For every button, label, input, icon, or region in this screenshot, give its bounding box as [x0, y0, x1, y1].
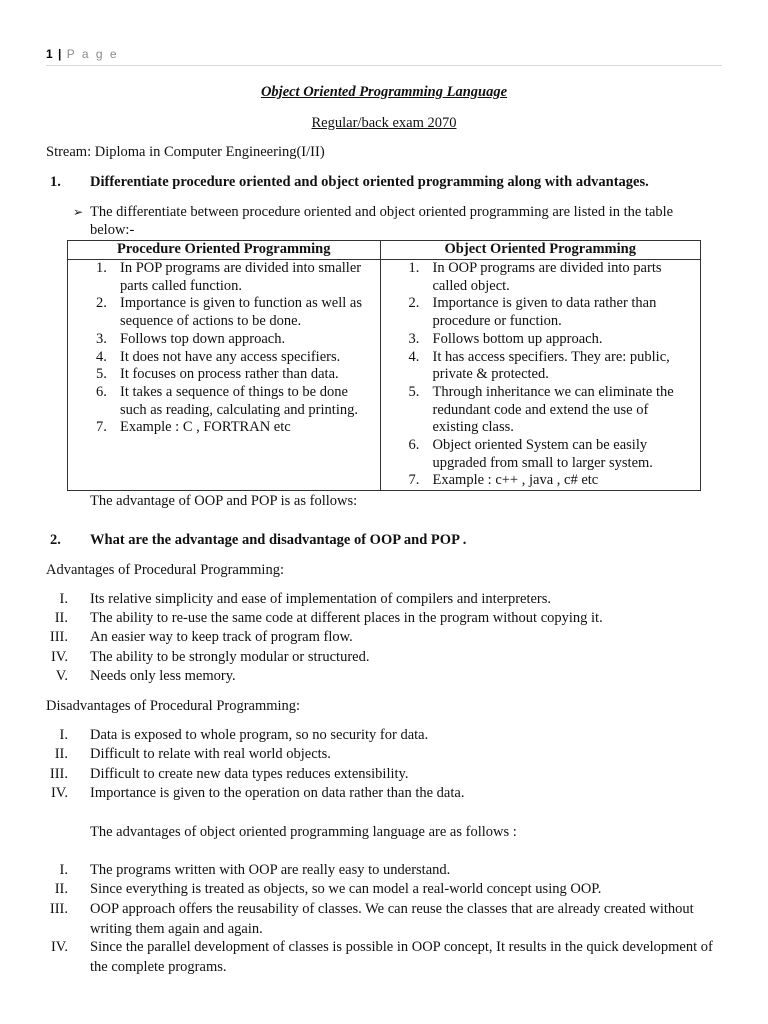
pop-item — [68, 349, 376, 367]
oop-item — [381, 472, 697, 490]
page-header — [46, 47, 119, 61]
adv-pop-item-number: V. — [55, 668, 68, 684]
pop-item-text: In POP programs are divided into smaller parts called function. — [120, 260, 362, 294]
comparison-table — [67, 240, 701, 491]
oop-item-number: 7. — [408, 472, 420, 489]
adv-oop-item-number: III. — [49, 901, 68, 917]
adv-pop-item-text: Its relative simplicity and ease of implementation of compilers and interpreters. — [90, 591, 552, 607]
adv-pop-item-text: An easier way to keep track of program flow. — [90, 629, 353, 645]
pop-item-number: 6. — [96, 383, 107, 400]
oop-item-number: 4. — [408, 348, 420, 365]
oop-item — [381, 349, 697, 384]
dis-pop-item-text: Importance is given to the operation on data rather than the data. — [90, 785, 465, 801]
dis-pop-heading: Disadvantages of Procedural Programming: — [46, 698, 301, 714]
adv-pop-item-text: The ability to be strongly modular or structured. — [90, 649, 370, 665]
oop-item-number: 5. — [408, 383, 420, 400]
oop-item — [381, 295, 697, 330]
page-word: P a g e — [66, 47, 119, 61]
document-subtitle: Regular/back exam 2070 — [311, 115, 457, 131]
pop-item — [68, 295, 376, 330]
q1-intro-line2: below:- — [90, 222, 135, 238]
oop-item-text: Importance is given to data rather than procedure or function. — [432, 295, 657, 330]
adv-oop-item-text: Since everything is treated as objects, so we can model a real-world concept using OOP. — [90, 881, 602, 897]
table-cell-oop — [380, 260, 701, 491]
pop-item-text: Follows top down approach. — [120, 330, 286, 347]
question-1-number: 1. — [50, 174, 61, 190]
table-header-pop: Procedure Oriented Programming — [68, 241, 381, 260]
pop-list — [68, 260, 376, 437]
dis-pop-item-text: Difficult to relate with real world objects. — [90, 746, 331, 762]
pop-item-number: 5. — [96, 366, 107, 383]
adv-oop-item-text: Since the parallel development of classes is possible in OOP concept, It results in the quick development of the complete programs. — [90, 939, 713, 975]
adv-pop-item-number: I. — [59, 591, 68, 607]
adv-pop-item-number: II. — [54, 610, 68, 626]
document-title: Object Oriented Programming Language — [260, 84, 508, 100]
header-divider — [46, 65, 722, 66]
dis-pop-item-number: IV. — [50, 785, 68, 801]
oop-item — [381, 331, 697, 349]
question-1-text: Differentiate procedure oriented and object oriented programming along with advantages. — [90, 174, 649, 190]
oop-item-number: 2. — [408, 295, 420, 312]
table-header-oop: Object Oriented Programming — [380, 241, 701, 260]
table-cell-pop — [68, 260, 381, 491]
pop-item-text: It focuses on process rather than data. — [120, 366, 339, 383]
adv-pop-item-text: The ability to re-use the same code at different places in the program without copying it. — [90, 610, 603, 626]
after-table-text: The advantage of OOP and POP is as follows: — [90, 493, 358, 509]
oop-item — [381, 384, 697, 437]
oop-item — [381, 437, 697, 472]
oop-item-text: In OOP programs are divided into parts called object. — [432, 260, 662, 294]
adv-oop-item-text: The programs written with OOP are really easy to understand. — [90, 862, 451, 878]
pop-item — [68, 419, 376, 437]
oop-item-text: Through inheritance we can eliminate the redundant code and extend the use of existing class. — [432, 383, 674, 436]
pop-item-number: 7. — [96, 419, 107, 436]
pop-item-text: Importance is given to function as well as sequence of actions to be done. — [120, 295, 363, 330]
oop-item-text: Example : c++ , java , c# etc — [432, 472, 599, 489]
adv-oop-item-number: IV. — [50, 939, 68, 955]
dis-pop-item-text: Data is exposed to whole program, so no security for data. — [90, 727, 429, 743]
pop-item-number: 3. — [96, 330, 107, 347]
pop-item — [68, 331, 376, 349]
oop-item-number: 3. — [408, 330, 420, 347]
dis-pop-item-text: Difficult to create new data types reduces extensibility. — [90, 766, 409, 782]
pop-item-number: 4. — [96, 348, 107, 365]
oop-list — [381, 260, 697, 490]
adv-pop-item-text: Needs only less memory. — [90, 668, 236, 684]
pop-item-number: 2. — [96, 295, 107, 312]
oop-item-text: Object oriented System can be easily upgraded from small to larger system. — [432, 437, 653, 471]
arrow-bullet-icon: ➢ — [73, 205, 84, 219]
oop-item-text: It has access specifiers. They are: public, private & protected. — [432, 348, 670, 383]
adv-pop-item-number: IV. — [50, 649, 68, 665]
oop-item-text: Follows bottom up approach. — [432, 330, 603, 347]
pop-item — [68, 366, 376, 384]
dis-pop-item-number: III. — [49, 766, 68, 782]
stream-line: Stream: Diploma in Computer Engineering(I/II) — [46, 144, 325, 160]
page-separator: | — [58, 47, 62, 61]
adv-pop-item-number: III. — [49, 629, 68, 645]
dis-pop-item-number: I. — [59, 727, 68, 743]
pop-item-text: Example : C , FORTRAN etc — [120, 419, 291, 436]
question-2-text: What are the advantage and disadvantage of OOP and POP . — [90, 532, 467, 548]
pop-item — [68, 384, 376, 419]
adv-oop-item-number: II. — [54, 881, 68, 897]
oop-item-number: 6. — [408, 437, 420, 454]
question-2-number: 2. — [50, 532, 61, 548]
page-number: 1 — [46, 47, 53, 61]
adv-oop-item-text: OOP approach offers the reusability of classes. We can reuse the classes that are already created without writing them again and again. — [90, 901, 694, 937]
oop-item-number: 1. — [408, 260, 420, 276]
adv-oop-item-number: I. — [59, 862, 68, 878]
oop-item — [381, 260, 697, 295]
pop-item-number: 1. — [96, 260, 107, 276]
adv-pop-heading: Advantages of Procedural Programming: — [46, 562, 284, 578]
q1-intro-line1: The differentiate between procedure oriented and object oriented programming are listed in the table — [90, 204, 674, 220]
adv-oop-heading: The advantages of object oriented programming language are as follows : — [90, 824, 517, 840]
dis-pop-item-number: II. — [54, 746, 68, 762]
pop-item-text: It does not have any access specifiers. — [120, 348, 341, 365]
pop-item — [68, 260, 376, 295]
pop-item-text: It takes a sequence of things to be done such as reading, calculating and printing. — [120, 383, 358, 418]
